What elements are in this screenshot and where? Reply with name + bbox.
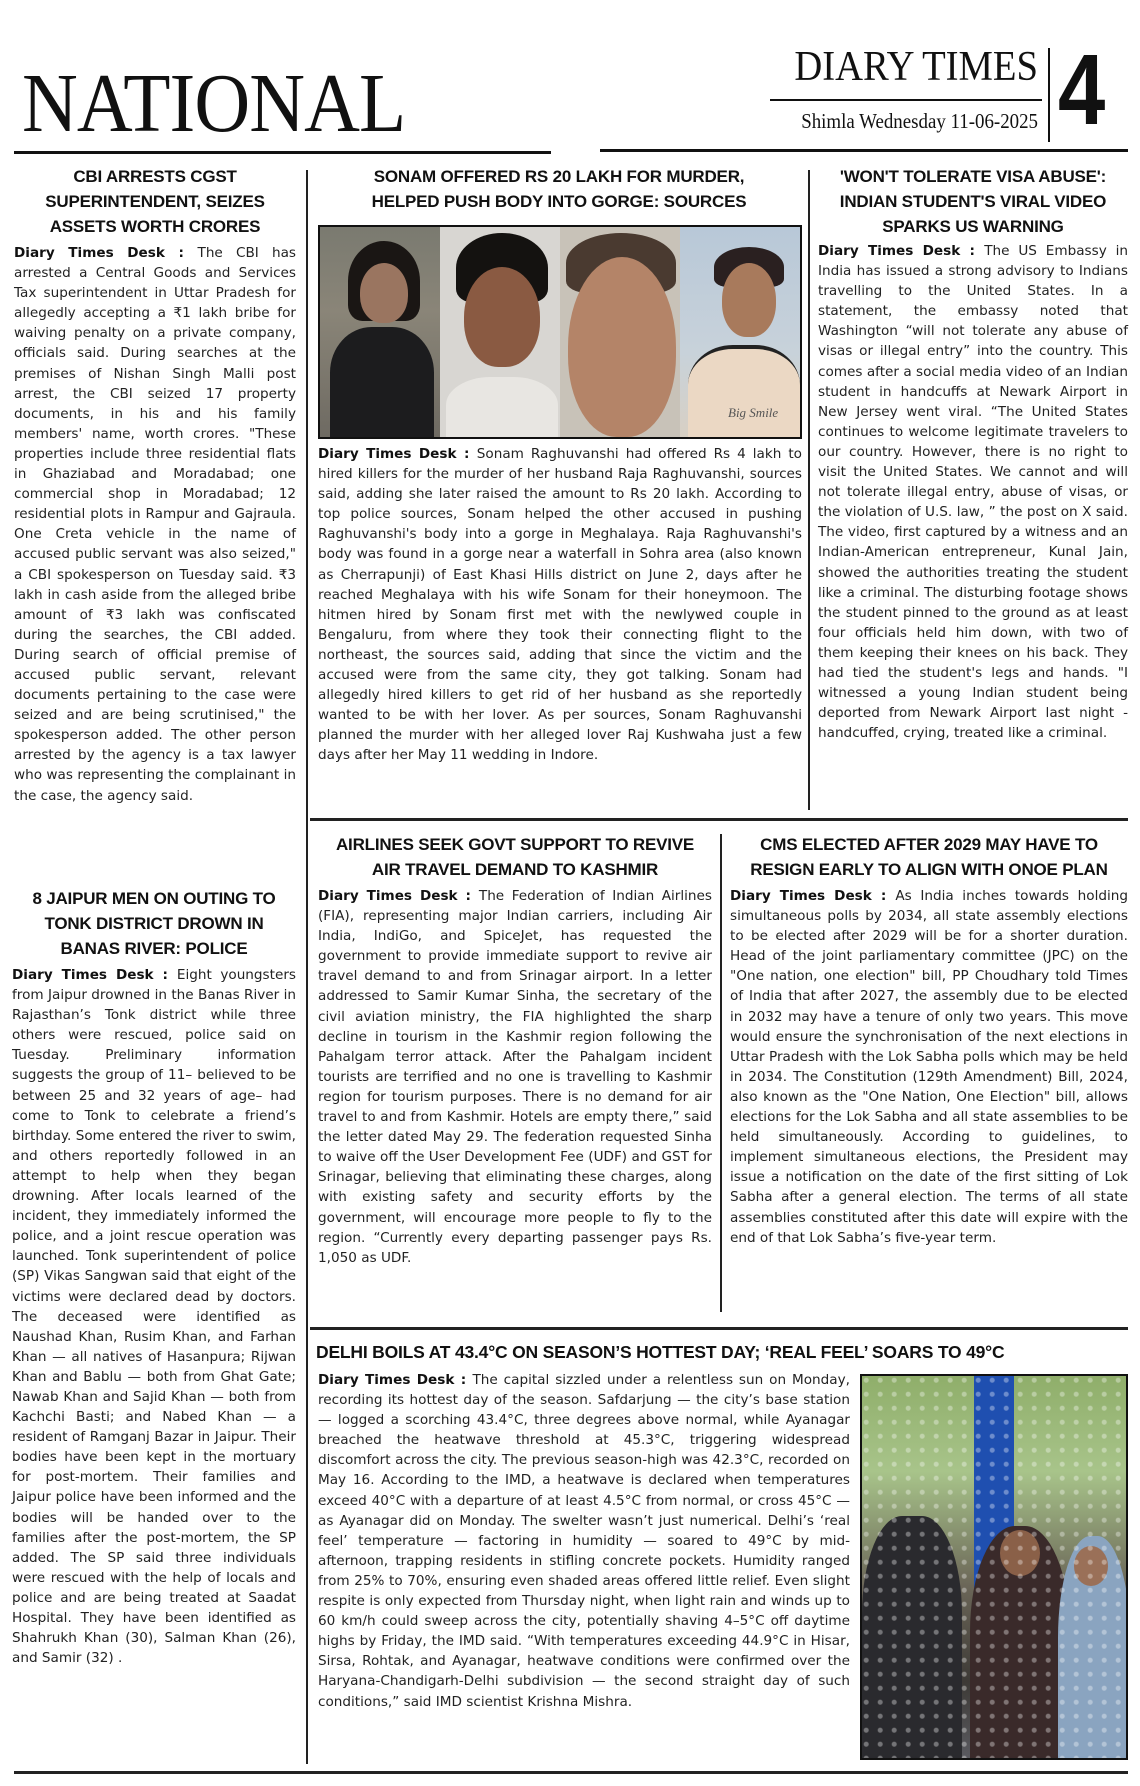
article-airlines: [318, 832, 712, 1268]
masthead-rule: [600, 149, 1128, 152]
article-body: Diary Times Desk : As India inches towards holding simultaneous polls by 2034, all state assembly elections to be elected after 2029 will be for a shorter duration. Head of the joint parliamentary committee (JPC) on the "One nation, one election" bill, PP Choudhary told Times of India that after 2027, the assembly due to be elected in 2032 may have a tenure of only two years. This move would ensure the synchronisation of the next elections in Uttar Pradesh with the Lok Sabha polls which may be held in 2034. The Constitution (129th Amendment) Bill, 2024, also known as the "One Nation, One Election" bill, allows elections for the Lok Sabha and all state assemblies to be held simultaneously. According to guidelines, to implement simultaneous elections, the President may issue a notification on the date of the first sitting of Lok Sabha after a general election. The terms of all state assemblies constituted after this date will expire with the end of that Lok Sabha’s five-year term.: [730, 888, 1128, 1246]
article-body: Diary Times Desk : The CBI has arrested a Central Goods and Services Tax superintendent in Uttar Pradesh for allegedly accepting a ₹1 lakh bribe for waiving penalty on a private company, officials said. During searches at the premises of Nishan Singh Malli post arrest, the CBI seized 17 property documents, in his and his family members' name, worth crores. "These properties include three residential flats in Ghaziabad and Moradabad; one commercial shop in Moradabad; 12 residential plots in Rampur and Gajraula. One Creta vehicle in the name of accused public servant was also seized," a CBI spokesperson on Tuesday said. ₹3 lakh in cash aside from the alleged bribe amount of ₹3 lakh was confiscated during the searches, the CBI added. During search of official premise of accused public servant, relevant documents pertaining to the case were seized and are being scrutinised," the spokesperson added. The other person arrested by the agency is a tax lawyer who was representing the complainant in the case, the agency said.: [14, 245, 297, 804]
article-visa: [818, 164, 1128, 743]
photo-suspect-2: [560, 227, 680, 437]
article-body: Diary Times Desk : The capital sizzled under a relentless sun on Monday, recording its hottest day of the season. Safdarjung — the city’s base station — logged a scorching 43.4°C, three degrees above normal, while Ayanagar breached the heatwave threshold at 45.3°C, triggering widespread discomfort across the city. The previous season-high was 42.3°C, recorded on May 16. According to the IMD, a heatwave is declared when temperatures exceed 40°C with a departure of at least 4.5°C from normal, or cross 45°C — as Ayanagar did on Monday. The swelter wasn’t just numerical. Delhi’s ‘real feel’ temperature — factoring in humidity — soared to 49°C by mid-afternoon, trapping residents in stifling concrete pockets. Humidity ranged from 25% to 70%, ensuring even shaded areas offered little relief. Even slight respite is only expected from Thursday night, when light rain and winds up to 60 km/h could sweep across the city, potentially shaving 4–5°C off daytime highs by Friday, the IMD said. “With temperatures exceeding 44.9°C in Hisar, Sirsa, Rohtak, and Ayanagar, heatwave conditions were confirmed over the Haryana-Chandigarh-Delhi subdivision — the second straight day of such conditions,” said IMD scientist Krishna Mishra.: [318, 1372, 850, 1710]
suspects-photo-strip: [318, 225, 802, 439]
paper-name: DIARY TIMES: [794, 44, 1038, 90]
byline: Diary Times Desk :: [318, 446, 477, 462]
column-divider: [808, 170, 810, 810]
page-number-divider: [1048, 48, 1050, 142]
article-body: Diary Times Desk : The Federation of Indian Airlines (FIA), representing major Indian carriers, including Air India, IndiGo, and SpiceJet, has requested the government to provide immediate support to revive air travel demand to and from Srinagar airport. In a letter addressed to Samir Kumar Sinha, the secretary of the civil aviation ministry, the FIA highlighted the sharp decline in tourism in the Kashmir region following the Pahalgam terror attack. After the Pahalgam incident tourists are terrified and no one is travelling to Kashmir region for tourism purposes. There is no demand for air travel to and from Kashmir. Hotels are empty there,” said the letter dated May 29. The federation requested Sinha to waive off the User Development Fee (UDF) and GST for Srinagar, believing that eliminating these charges, along with existing safety and security efforts by the government, will encourage more people to fly to the region. “Currently every departing passenger pays Rs. 1,050 as UDF.: [318, 888, 712, 1266]
column-divider: [306, 170, 308, 1764]
article-jaipur: [12, 886, 296, 1668]
article-sonam: [316, 164, 802, 214]
headline: AIRLINES SEEK GOVT SUPPORT TO REVIVE AIR TRAVEL DEMAND TO KASHMIR: [335, 835, 695, 879]
byline: Diary Times Desk :: [12, 967, 177, 983]
article-delhi-body: [318, 1370, 850, 1712]
water-splash: [862, 1376, 1126, 1758]
masthead-rule: [14, 151, 551, 154]
byline: Diary Times Desk :: [318, 888, 479, 904]
article-cbi: [14, 164, 296, 806]
article-delhi: [316, 1340, 1128, 1365]
photo-woman: [320, 227, 440, 437]
column-divider: [720, 834, 722, 1312]
headline: SONAM OFFERED RS 20 LAKH FOR MURDER, HELPED PUSH BODY INTO GORGE: SOURCES: [371, 167, 747, 211]
headline: DELHI BOILS AT 43.4°C ON SEASON’S HOTTEST DAY; ‘REAL FEEL’ SOARS TO 49°C: [316, 1342, 1005, 1362]
headline: 8 JAIPUR MEN ON OUTING TO TONK DISTRICT DROWN IN BANAS RIVER: POLICE: [32, 889, 276, 958]
section-divider: [310, 1327, 1128, 1330]
article-body: Diary Times Desk : Eight youngsters from Jaipur drowned in the Banas River in Rajasthan’s Tonk district while three others were rescued, police said on Tuesday. Preliminary information suggests the group of 11– believed to be between 25 and 32 years of age– had come to Tonk to celebrate a friend’s birthday. Some entered the river to swim, and others reportedly followed in an attempt to help when they began drowning. After locals learned of the incident, they immediately informed the police, and a joint rescue operation was launched. Tonk superintendent of police (SP) Vikas Sangwan said that eight of the victims were declared dead by doctors. The deceased were identified as Naushad Khan, Rusim Khan, and Farhan Khan — all natives of Hasanpura; Rijwan Khan and Bablu — both from Ghat Gate; Nawab Khan and Sajid Khan — both from Kachchi Basti; and Nabed Khan — a resident of Ramganj Bazar in Jaipur. Their bodies have been kept in the mortuary for post-mortem. Their families and Jaipur police have been informed and the bodies will be handed over to the families after the post-mortem, the SP added. The SP said three individuals were rescued with the help of locals and police and are being treated at Saadat Hospital. They have been identified as Shahrukh Khan (30), Salman Khan (26), and Samir (32) .: [12, 967, 296, 1667]
photo-suspect-3: [680, 227, 800, 437]
headline: CMS ELECTED AFTER 2029 MAY HAVE TO RESIGN EARLY TO ALIGN WITH ONOE PLAN: [750, 835, 1108, 879]
article-onoe: [730, 832, 1128, 1248]
headline: 'WON'T TOLERATE VISA ABUSE': INDIAN STUDENT'S VIRAL VIDEO SPARKS US WARNING: [839, 167, 1107, 236]
section-title: NATIONAL: [22, 57, 406, 150]
page-number: 4: [1058, 34, 1106, 146]
byline: Diary Times Desk :: [14, 245, 198, 261]
byline: Diary Times Desk :: [318, 1372, 473, 1388]
byline: Diary Times Desk :: [818, 243, 985, 259]
article-body: Diary Times Desk : Sonam Raghuvanshi had offered Rs 4 lakh to hired killers for the murder of her husband Raja Raghuvanshi, sources said, adding she later raised the amount to Rs 20 lakh. According to top police sources, Sonam helped the other accused in pushing Raghuvanshi's body into a gorge in Meghalaya. Raja Raghuvanshi's body was found in a gorge near a waterfall in Sohra area (also known as Cherrapunji) of East Khasi Hills district on June 2, days after he reached Meghalaya with his wife Sonam for their honeymoon. The hitmen hired by Sonam first met with the newlywed couple in Bengaluru, from where they took their connecting flight to the northeast, the sources said, adding that since the victim and the accused were from the same city, they got talking. Sonam had allegedly hired killers to get rid of her husband as she reportedly wanted to be with her lover. As per sources, Sonam Raghuvanshi planned the murder with her alleged lover Raj Kushwaha just a few days after her May 11 wedding in Indore.: [318, 446, 802, 764]
paper-name-underline: [770, 99, 1042, 101]
dateline: Shimla Wednesday 11-06-2025: [801, 109, 1038, 133]
photo-suspect-1: [440, 227, 560, 437]
heatwave-water-photo: [860, 1374, 1128, 1760]
article-body: Diary Times Desk : The US Embassy in India has issued a strong advisory to Indians travelling to the United States. In a statement, the embassy noted that Washington “will not tolerate any abuse of visas or illegal entry” into the country. This comes after a social media video of an Indian student in handcuffs at Newark Airport in New Jersey went viral. “The United States continues to welcome legitimate travelers to our country. However, there is no right to visit the United States. We cannot and will not tolerate illegal entry, abuse of visas, or the violation of U.S. law, ” the post on X said. The video, first captured by a witness and an Indian-American entrepreneur, Kunal Jain, showed the authorities treating the student like a criminal. The disturbing footage shows the student pinned to the ground as at least four officials held him down, with two of them keeping their knees on his back. They had tied the student's legs and hands. "I witnessed a young Indian student being deported from Newark Airport last night - handcuffed, crying, treated like a criminal.: [818, 243, 1128, 742]
shirt-print-text: Big Smile: [728, 405, 779, 420]
byline: Diary Times Desk :: [730, 888, 896, 904]
section-divider: [310, 818, 1128, 821]
headline: CBI ARRESTS CGST SUPERINTENDENT, SEIZES ASSETS WORTH CRORES: [45, 167, 265, 236]
page-bottom-rule: [14, 1771, 1128, 1774]
article-sonam-body: [318, 444, 802, 766]
